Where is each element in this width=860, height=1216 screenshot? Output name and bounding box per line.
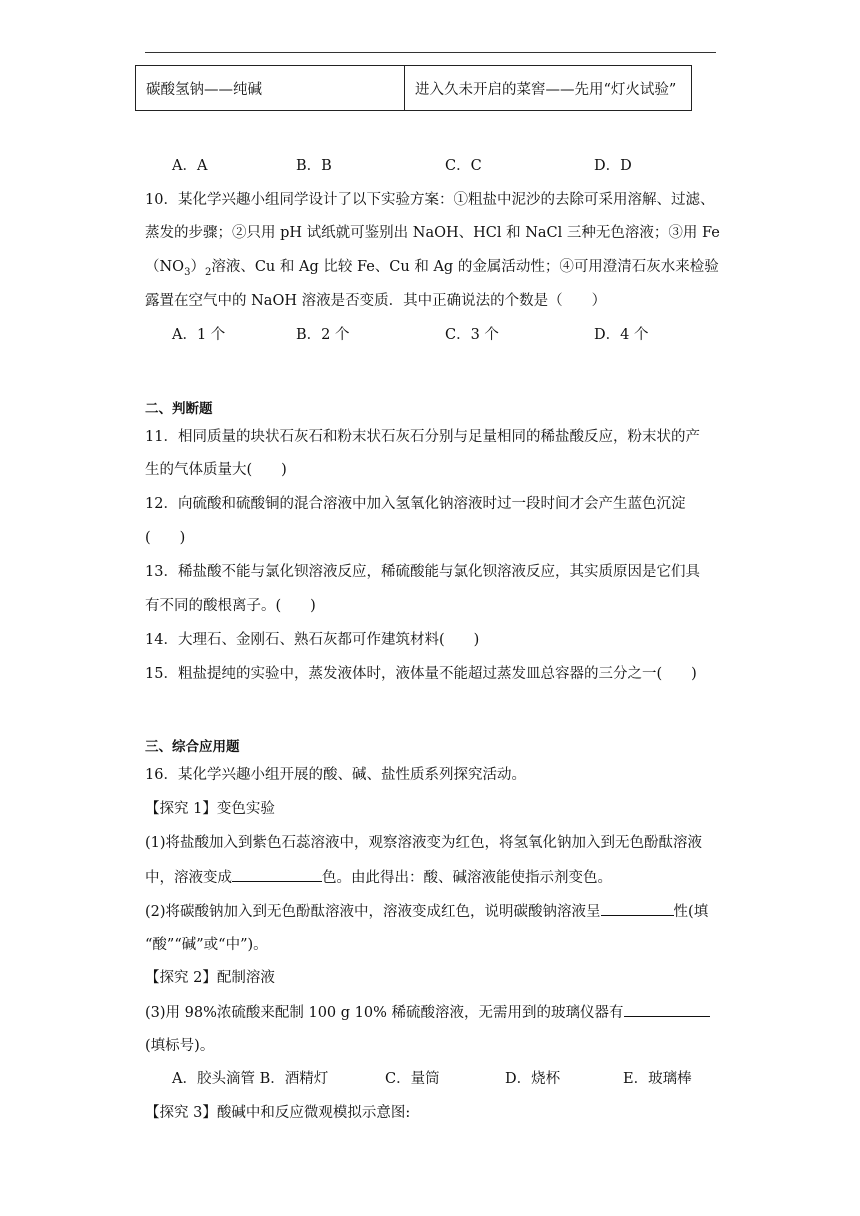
- explore-1-heading: 【探究 1】变色实验: [145, 801, 275, 817]
- q10-line-2: 蒸发的步骤；②只用 pH 试纸就可鉴别出 NaOH、HCl 和 NaCl 三种无色溶液；③用 Fe: [145, 225, 720, 241]
- part-3-choice-d[interactable]: D．烧杯: [505, 1071, 561, 1087]
- table-cell-left: 碳酸氢钠——纯碱: [136, 66, 405, 111]
- q10-choice-a[interactable]: A．1 个: [172, 327, 226, 343]
- q12-line-2: ( ): [145, 530, 186, 546]
- table-cell-right: 进入久未开启的菜窖——先用“灯火试验”: [405, 66, 692, 111]
- q11-line-2: 生的气体质量大( ): [145, 462, 287, 478]
- answer-blank-1[interactable]: [232, 865, 322, 882]
- q15-line: 15．粗盐提纯的实验中，蒸发液体时，液体量不能超过蒸发皿总容器的三分之一( ): [145, 666, 697, 682]
- part-3-text: (3)用 98%浓硫酸来配制 100 g 10% 稀硫酸溶液，无需用到的玻璃仪器有: [145, 1005, 624, 1021]
- part-2-text-a: (2)将碳酸钠加入到无色酚酞溶液中，溶液变成红色，说明碳酸钠溶液呈: [145, 904, 601, 920]
- q10-choice-c[interactable]: C．3 个: [445, 327, 499, 343]
- q10-line-4: 露置在空气中的 NaOH 溶液是否变质．其中正确说法的个数是（ ）: [145, 293, 607, 309]
- options-table: [135, 65, 692, 111]
- q10-choice-b[interactable]: B．2 个: [296, 327, 350, 343]
- q12-line-1: 12．向硫酸和硫酸铜的混合溶液中加入氢氧化钠溶液时过一段时间才会产生蓝色沉淀: [145, 496, 686, 512]
- q10-subscript: 3: [184, 266, 191, 278]
- explore-3-heading: 【探究 3】酸碱中和反应微观模拟示意图:: [145, 1105, 411, 1121]
- q10-line-3-text: 溶液、Cu 和 Ag 比较 Fe、Cu 和 Ag 的金属活动性；④可用澄清石灰水来检验: [211, 259, 719, 275]
- part-2-line-1: [145, 899, 708, 921]
- part-1-line-2: [145, 865, 612, 887]
- header-rule: [145, 52, 716, 53]
- part-3-choice-c[interactable]: C．量筒: [385, 1071, 440, 1087]
- q14-line: 14．大理石、金刚石、熟石灰都可作建筑材料( ): [145, 632, 480, 648]
- part-1-text-b: 色。由此得出：酸、碱溶液能使指示剂变色。: [322, 870, 612, 886]
- q10-subscript: 2: [204, 266, 212, 278]
- explore-2-heading: 【探究 2】配制溶液: [145, 970, 275, 986]
- part-3-choice-e[interactable]: E．玻璃棒: [623, 1071, 692, 1087]
- q10-formula-part: ）: [190, 259, 205, 275]
- q9-choice-c[interactable]: C．C: [445, 158, 482, 174]
- q9-choice-a[interactable]: A．A: [172, 158, 208, 174]
- part-2-text-b: 性(填: [673, 904, 709, 920]
- q10-choice-d[interactable]: D．4 个: [594, 327, 649, 343]
- part-3-choice-ab[interactable]: A．胶头滴管 B．酒精灯: [172, 1071, 329, 1087]
- q13-line-1: 13．稀盐酸不能与氯化钡溶液反应，稀硫酸能与氯化钡溶液反应，其实质原因是它们具: [145, 564, 700, 580]
- section-3-title: 三、综合应用题: [145, 739, 240, 755]
- q13-line-2: 有不同的酸根离子。( ): [145, 598, 316, 614]
- q10-line-3: [145, 255, 719, 278]
- part-3-line-2: (填标号)。: [145, 1038, 215, 1054]
- answer-blank-2[interactable]: [601, 899, 674, 916]
- q9-choice-d[interactable]: D．D: [594, 158, 632, 174]
- q10-formula-part: （NO: [145, 259, 185, 275]
- table-row: [136, 66, 692, 111]
- q9-choice-b[interactable]: B．B: [296, 158, 332, 174]
- part-3-line-1: [145, 1000, 710, 1022]
- part-1-text-a: 中，溶液变成: [145, 870, 232, 886]
- answer-blank-3[interactable]: [624, 1000, 710, 1017]
- part-2-line-2: “酸”“碱”或“中”)。: [145, 937, 268, 953]
- q11-line-1: 11．相同质量的块状石灰石和粉末状石灰石分别与足量相同的稀盐酸反应，粉末状的产: [145, 429, 700, 445]
- q10-line-1: 10．某化学兴趣小组同学设计了以下实验方案：①粗盐中泥沙的去除可采用溶解、过滤、: [145, 192, 715, 208]
- q16-intro: 16．某化学兴趣小组开展的酸、碱、盐性质系列探究活动。: [145, 767, 526, 783]
- part-1-line-1: (1)将盐酸加入到紫色石蕊溶液中，观察溶液变为红色，将氢氧化钠加入到无色酚酞溶液: [145, 835, 703, 851]
- section-2-title: 二、判断题: [145, 401, 213, 417]
